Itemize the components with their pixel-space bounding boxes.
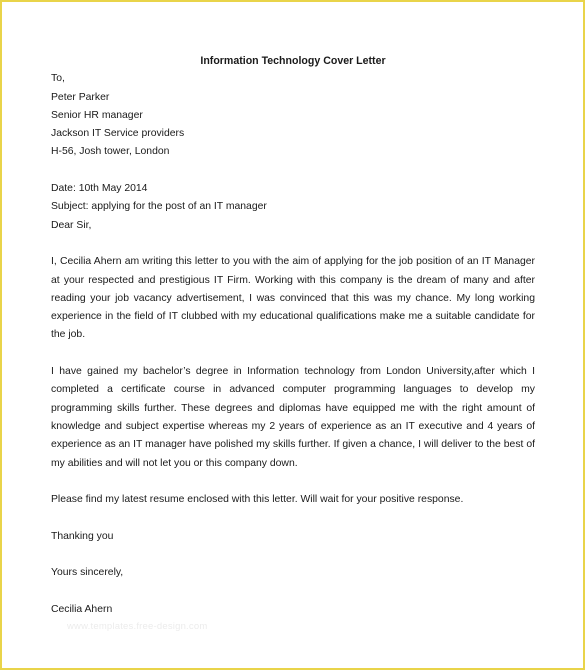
spacer bbox=[51, 162, 535, 180]
closing-line: Yours sincerely, bbox=[51, 567, 124, 579]
recipient-name: Peter Parker bbox=[51, 91, 110, 103]
signature-name: Cecilia Ahern bbox=[51, 603, 113, 615]
body-paragraph-1: I, Cecilia Ahern am writing this letter to you with the aim of applying for the job position of an IT Manager at your respected and prestigious IT Firm. Working with this company is the dream of many and after reading your job vacancy advertisement, I was convinced that this was my chance. My long working experience in the field of IT clubbed with my educational qualifications make me a suitable candidate for the job. bbox=[51, 256, 535, 341]
spacer bbox=[51, 546, 535, 564]
spacer bbox=[51, 509, 535, 527]
letter-subject: Subject: applying for the post of an IT manager bbox=[51, 201, 267, 213]
letter-date: Date: 10th May 2014 bbox=[51, 183, 148, 195]
recipient-position: Senior HR manager bbox=[51, 109, 143, 121]
recipient-company: Jackson IT Service providers bbox=[51, 128, 185, 140]
spacer bbox=[51, 473, 535, 491]
spacer bbox=[51, 345, 535, 363]
spacer bbox=[51, 583, 535, 601]
watermark: www.templates.free-design.com bbox=[67, 621, 208, 632]
recipient-address: H-56, Josh tower, London bbox=[51, 146, 170, 158]
body-paragraph-3: Please find my latest resume enclosed with this letter. Will wait for your positive response. bbox=[51, 494, 464, 506]
letter-greeting: Dear Sir, bbox=[51, 219, 92, 231]
letter-title: Information Technology Cover Letter bbox=[200, 55, 386, 67]
cover-letter bbox=[51, 52, 535, 619]
salutation-to: To, bbox=[51, 73, 65, 85]
spacer bbox=[51, 235, 535, 253]
body-paragraph-2: I have gained my bachelor’s degree in Information technology from London University,after which I completed a certificate course in advanced computer programming languages to develop my programming skills further. These degrees and diplomas have equipped me with the right amount of knowledge and subject expertise whereas my 2 years of experience as an IT executive and 4 years of experience as an IT manager have polished my skills further. If given a chance, I will deliver to the best of my abilities and will not let you or this company down. bbox=[51, 366, 535, 469]
thanks-line: Thanking you bbox=[51, 530, 114, 542]
